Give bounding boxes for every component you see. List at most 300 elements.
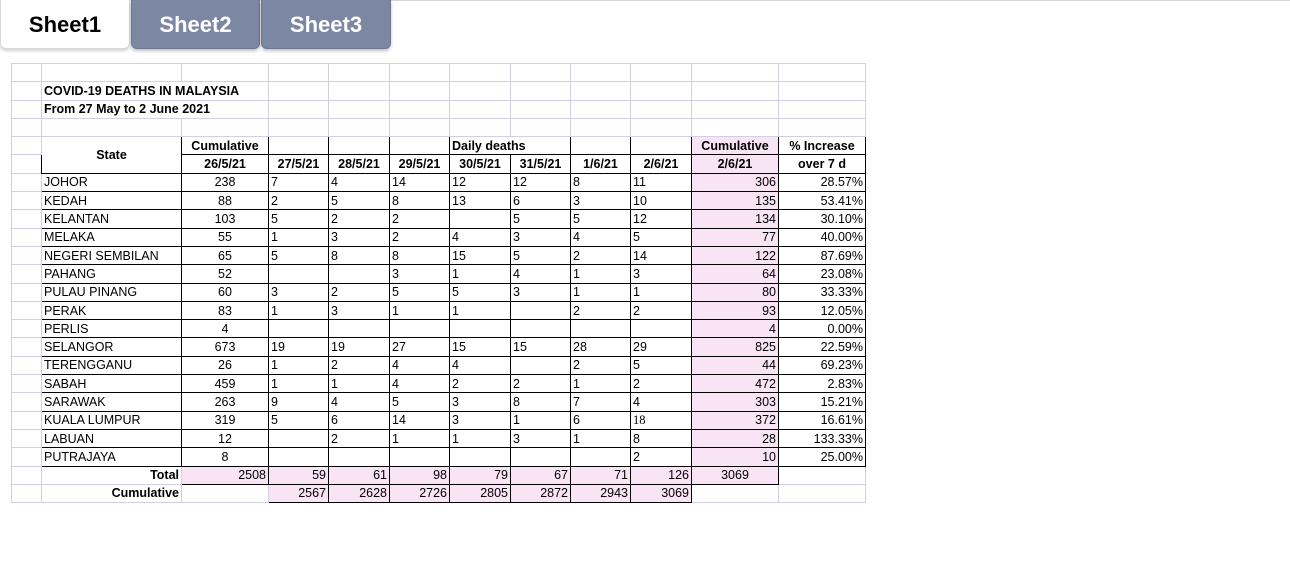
state-name[interactable]: PERLIS [42, 320, 182, 338]
daily-death[interactable]: 1 [571, 265, 631, 283]
daily-death[interactable]: 1 [571, 429, 631, 447]
cell[interactable] [390, 100, 450, 118]
cell[interactable] [329, 137, 390, 155]
cell[interactable] [12, 338, 42, 356]
cell[interactable] [511, 118, 571, 136]
cumulative-daily[interactable]: 2628 [329, 484, 390, 502]
header-pct-increase[interactable]: % Increase [779, 137, 866, 155]
daily-death[interactable]: 11 [631, 173, 692, 191]
cell[interactable] [631, 137, 692, 155]
cell[interactable] [329, 118, 390, 136]
table-row [12, 448, 866, 466]
cell[interactable] [631, 100, 692, 118]
daily-death[interactable]: 4 [329, 393, 390, 411]
daily-death[interactable]: 12 [450, 173, 511, 191]
header-over-7d[interactable]: over 7 d [779, 155, 866, 173]
daily-death[interactable]: 5 [390, 393, 450, 411]
cell[interactable] [779, 82, 866, 100]
daily-death[interactable]: 4 [631, 393, 692, 411]
daily-death[interactable]: 8 [390, 192, 450, 210]
daily-death[interactable] [571, 448, 631, 466]
daily-death[interactable]: 2 [511, 375, 571, 393]
daily-death[interactable]: 8 [571, 173, 631, 191]
cell[interactable] [12, 82, 42, 100]
cell[interactable] [571, 137, 631, 155]
cumulative-end[interactable]: 372 [692, 411, 779, 429]
daily-death[interactable]: 1 [390, 301, 450, 319]
cumulative-end[interactable]: 4 [692, 320, 779, 338]
daily-death[interactable]: 3 [511, 429, 571, 447]
daily-death[interactable]: 1 [269, 356, 329, 374]
cell[interactable] [42, 118, 182, 136]
daily-death[interactable]: 4 [390, 375, 450, 393]
cell[interactable] [12, 429, 42, 447]
daily-death[interactable]: 5 [329, 192, 390, 210]
total-label[interactable]: Total [42, 466, 182, 484]
cumulative-daily[interactable]: 2567 [269, 484, 329, 502]
total-start[interactable]: 2508 [182, 466, 269, 484]
state-name[interactable]: SABAH [42, 375, 182, 393]
cumulative-label[interactable]: Cumulative [42, 484, 182, 502]
daily-death[interactable]: 2 [571, 356, 631, 374]
daily-death[interactable]: 4 [390, 356, 450, 374]
daily-death[interactable]: 2 [269, 192, 329, 210]
cell[interactable] [12, 100, 42, 118]
daily-death[interactable]: 5 [571, 210, 631, 228]
cell[interactable] [12, 448, 42, 466]
daily-death[interactable]: 3 [390, 265, 450, 283]
cell[interactable] [631, 82, 692, 100]
cumulative-start[interactable]: 238 [182, 173, 269, 191]
daily-death[interactable]: 5 [511, 246, 571, 264]
table-row [12, 265, 866, 283]
total-daily[interactable]: 98 [390, 466, 450, 484]
header-date[interactable]: 27/5/21 [269, 155, 329, 173]
state-name[interactable]: KELANTAN [42, 210, 182, 228]
cell[interactable] [450, 118, 511, 136]
cell[interactable] [511, 82, 571, 100]
cell[interactable] [450, 100, 511, 118]
table-row [12, 283, 866, 301]
cell[interactable] [779, 484, 866, 502]
daily-death[interactable]: 8 [511, 393, 571, 411]
daily-death[interactable] [511, 301, 571, 319]
daily-death[interactable]: 5 [269, 246, 329, 264]
daily-death[interactable] [450, 320, 511, 338]
cell[interactable] [692, 82, 779, 100]
pct-increase[interactable]: 133.33% [779, 429, 866, 447]
daily-death[interactable]: 2 [329, 356, 390, 374]
cell[interactable] [390, 82, 450, 100]
daily-death[interactable]: 29 [631, 338, 692, 356]
state-name[interactable]: PERAK [42, 301, 182, 319]
header-date[interactable]: 2/6/21 [631, 155, 692, 173]
header-date[interactable]: 30/5/21 [450, 155, 511, 173]
cumulative-daily[interactable]: 3069 [631, 484, 692, 502]
grid-body [12, 64, 866, 503]
table-row [12, 429, 866, 447]
daily-death[interactable]: 5 [390, 283, 450, 301]
cell[interactable] [692, 100, 779, 118]
daily-death[interactable] [269, 320, 329, 338]
cumulative-end[interactable]: 10 [692, 448, 779, 466]
daily-death[interactable]: 15 [511, 338, 571, 356]
daily-death[interactable]: 2 [390, 228, 450, 246]
daily-death[interactable]: 1 [511, 411, 571, 429]
cumulative-start[interactable]: 459 [182, 375, 269, 393]
cell[interactable] [779, 100, 866, 118]
cell[interactable] [12, 356, 42, 374]
daily-death[interactable]: 2 [450, 375, 511, 393]
state-name[interactable]: JOHOR [42, 173, 182, 191]
cumulative-start[interactable]: 12 [182, 429, 269, 447]
daily-death[interactable]: 3 [571, 192, 631, 210]
state-name[interactable]: PUTRAJAYA [42, 448, 182, 466]
daily-death[interactable] [269, 265, 329, 283]
daily-death[interactable] [269, 448, 329, 466]
cumulative-start[interactable]: 55 [182, 228, 269, 246]
cell[interactable] [12, 411, 42, 429]
header-daily-deaths[interactable]: Daily deaths [450, 137, 571, 155]
daily-death[interactable]: 2 [631, 301, 692, 319]
cumulative-end[interactable]: 306 [692, 173, 779, 191]
sheet-subtitle[interactable]: From 27 May to 2 June 2021 [42, 100, 269, 118]
daily-death[interactable]: 4 [450, 228, 511, 246]
total-daily[interactable]: 59 [269, 466, 329, 484]
daily-death[interactable]: 5 [269, 411, 329, 429]
daily-death[interactable]: 10 [631, 192, 692, 210]
state-name[interactable]: SARAWAK [42, 393, 182, 411]
table-row [12, 338, 866, 356]
daily-death[interactable]: 28 [571, 338, 631, 356]
total-daily[interactable]: 71 [571, 466, 631, 484]
cell[interactable] [12, 246, 42, 264]
cumulative-end[interactable]: 122 [692, 246, 779, 264]
cumulative-end[interactable]: 80 [692, 283, 779, 301]
cell[interactable] [269, 137, 329, 155]
daily-death[interactable]: 14 [390, 411, 450, 429]
daily-death[interactable]: 6 [511, 192, 571, 210]
daily-death[interactable] [511, 356, 571, 374]
daily-death[interactable]: 2 [390, 210, 450, 228]
cell[interactable] [631, 64, 692, 82]
cumulative-start[interactable]: 52 [182, 265, 269, 283]
daily-death[interactable]: 19 [269, 338, 329, 356]
state-name[interactable]: LABUAN [42, 429, 182, 447]
cumulative-end[interactable]: 44 [692, 356, 779, 374]
daily-death[interactable]: 6 [571, 411, 631, 429]
daily-death[interactable]: 1 [329, 375, 390, 393]
sheet-title[interactable]: COVID-19 DEATHS IN MALAYSIA [42, 82, 269, 100]
pct-increase[interactable]: 0.00% [779, 320, 866, 338]
tab-sheet2[interactable]: Sheet2 [131, 0, 260, 49]
daily-death[interactable]: 3 [450, 411, 511, 429]
cell[interactable] [511, 100, 571, 118]
cumulative-end[interactable]: 472 [692, 375, 779, 393]
spreadsheet-grid [11, 63, 866, 503]
cell[interactable] [12, 137, 42, 155]
cell[interactable] [779, 64, 866, 82]
total-daily[interactable]: 61 [329, 466, 390, 484]
cell[interactable] [12, 466, 42, 484]
cell[interactable] [12, 64, 42, 82]
daily-death[interactable]: 3 [631, 265, 692, 283]
pct-increase[interactable]: 53.41% [779, 192, 866, 210]
daily-death[interactable] [269, 429, 329, 447]
daily-death[interactable]: 1 [450, 265, 511, 283]
daily-death[interactable] [631, 320, 692, 338]
daily-death[interactable]: 4 [450, 356, 511, 374]
state-name[interactable]: KUALA LUMPUR [42, 411, 182, 429]
cell[interactable] [12, 228, 42, 246]
cell[interactable] [779, 466, 866, 484]
cumulative-daily[interactable]: 2872 [511, 484, 571, 502]
daily-death[interactable]: 13 [450, 192, 511, 210]
daily-death[interactable]: 2 [329, 283, 390, 301]
cell[interactable] [12, 192, 42, 210]
cumulative-start[interactable]: 8 [182, 448, 269, 466]
cell[interactable] [12, 484, 42, 502]
daily-death[interactable]: 5 [631, 228, 692, 246]
header-cumulative-start[interactable]: Cumulative [182, 137, 269, 155]
cell[interactable] [182, 484, 269, 502]
daily-death[interactable]: 5 [450, 283, 511, 301]
total-daily[interactable]: 67 [511, 466, 571, 484]
cell[interactable] [571, 64, 631, 82]
cell[interactable] [511, 64, 571, 82]
daily-death[interactable] [329, 448, 390, 466]
table-row [12, 246, 866, 264]
cumulative-end[interactable]: 134 [692, 210, 779, 228]
cell[interactable] [12, 301, 42, 319]
cumulative-end[interactable]: 825 [692, 338, 779, 356]
cumulative-start[interactable]: 319 [182, 411, 269, 429]
cumulative-daily[interactable]: 2805 [450, 484, 511, 502]
header-date[interactable]: 28/5/21 [329, 155, 390, 173]
pct-increase[interactable]: 16.61% [779, 411, 866, 429]
cumulative-start[interactable]: 60 [182, 283, 269, 301]
daily-death[interactable] [329, 320, 390, 338]
cell[interactable] [692, 64, 779, 82]
cell[interactable] [390, 137, 450, 155]
cell[interactable] [692, 484, 779, 502]
cell[interactable] [450, 82, 511, 100]
daily-death[interactable]: 4 [511, 265, 571, 283]
pct-increase[interactable]: 30.10% [779, 210, 866, 228]
daily-death[interactable] [329, 265, 390, 283]
cell[interactable] [390, 64, 450, 82]
cell[interactable] [779, 118, 866, 136]
daily-death[interactable]: 6 [329, 411, 390, 429]
tab-sheet1[interactable]: Sheet1 [0, 0, 130, 49]
cell[interactable] [12, 320, 42, 338]
daily-death[interactable]: 2 [571, 301, 631, 319]
daily-death[interactable]: 3 [269, 283, 329, 301]
daily-death[interactable] [571, 320, 631, 338]
cell[interactable] [12, 393, 42, 411]
cell[interactable] [269, 100, 329, 118]
daily-death[interactable]: 4 [571, 228, 631, 246]
cell[interactable] [631, 118, 692, 136]
total-daily[interactable]: 126 [631, 466, 692, 484]
blank-row [12, 64, 866, 82]
daily-death[interactable]: 1 [571, 375, 631, 393]
cumulative-end[interactable]: 77 [692, 228, 779, 246]
cumulative-daily[interactable]: 2943 [571, 484, 631, 502]
cumulative-start[interactable]: 88 [182, 192, 269, 210]
daily-death[interactable]: 12 [631, 210, 692, 228]
daily-death[interactable]: 5 [511, 210, 571, 228]
cumulative-end[interactable]: 93 [692, 301, 779, 319]
cell[interactable] [12, 118, 42, 136]
cumulative-start[interactable]: 673 [182, 338, 269, 356]
daily-death[interactable]: 1 [269, 228, 329, 246]
total-daily[interactable]: 79 [450, 466, 511, 484]
daily-death[interactable] [511, 448, 571, 466]
daily-death[interactable]: 2 [329, 429, 390, 447]
cumulative-end[interactable]: 135 [692, 192, 779, 210]
daily-death[interactable]: 19 [329, 338, 390, 356]
daily-death[interactable]: 2 [631, 448, 692, 466]
header-date-start[interactable]: 26/5/21 [182, 155, 269, 173]
cell[interactable] [12, 155, 42, 173]
daily-death[interactable]: 7 [571, 393, 631, 411]
cumulative-start[interactable]: 83 [182, 301, 269, 319]
cell[interactable] [571, 118, 631, 136]
daily-death[interactable]: 8 [631, 429, 692, 447]
pct-increase[interactable]: 28.57% [779, 173, 866, 191]
cell[interactable] [329, 100, 390, 118]
daily-death[interactable]: 3 [511, 283, 571, 301]
daily-death[interactable]: 1 [269, 375, 329, 393]
cumulative-start[interactable]: 26 [182, 356, 269, 374]
daily-death[interactable]: 3 [329, 301, 390, 319]
header-date[interactable]: 31/5/21 [511, 155, 571, 173]
daily-death[interactable] [390, 448, 450, 466]
daily-death[interactable]: 5 [631, 356, 692, 374]
daily-death[interactable]: 3 [511, 228, 571, 246]
daily-death[interactable]: 1 [450, 301, 511, 319]
daily-death[interactable]: 1 [571, 283, 631, 301]
table-row [12, 192, 866, 210]
pct-increase[interactable]: 15.21% [779, 393, 866, 411]
pct-increase[interactable]: 69.23% [779, 356, 866, 374]
cell[interactable] [450, 64, 511, 82]
cumulative-start[interactable]: 103 [182, 210, 269, 228]
daily-death[interactable]: 1 [390, 429, 450, 447]
daily-death[interactable] [511, 320, 571, 338]
cell[interactable] [571, 100, 631, 118]
pct-increase[interactable]: 2.83% [779, 375, 866, 393]
cell[interactable] [12, 265, 42, 283]
cumulative-start[interactable]: 263 [182, 393, 269, 411]
tab-sheet3[interactable]: Sheet3 [261, 0, 391, 49]
cell[interactable] [269, 118, 329, 136]
cell[interactable] [12, 210, 42, 228]
cumulative-start[interactable]: 4 [182, 320, 269, 338]
daily-death[interactable]: 27 [390, 338, 450, 356]
pct-increase[interactable]: 22.59% [779, 338, 866, 356]
daily-death[interactable]: 3 [329, 228, 390, 246]
daily-death[interactable]: 18 [631, 411, 692, 429]
cell[interactable] [269, 64, 329, 82]
header-date[interactable]: 1/6/21 [571, 155, 631, 173]
cumulative-end[interactable]: 28 [692, 429, 779, 447]
header-state[interactable]: State [42, 137, 182, 174]
daily-death[interactable]: 2 [631, 375, 692, 393]
header-date-end[interactable]: 2/6/21 [692, 155, 779, 173]
cumulative-daily[interactable]: 2726 [390, 484, 450, 502]
cell[interactable] [42, 64, 182, 82]
daily-death[interactable]: 4 [329, 173, 390, 191]
pct-increase[interactable]: 87.69% [779, 246, 866, 264]
daily-death[interactable]: 8 [329, 246, 390, 264]
cell[interactable] [390, 118, 450, 136]
cell[interactable] [571, 82, 631, 100]
pct-increase[interactable]: 25.00% [779, 448, 866, 466]
daily-death[interactable] [450, 448, 511, 466]
table-row [12, 320, 866, 338]
daily-death[interactable]: 9 [269, 393, 329, 411]
cell[interactable] [182, 118, 269, 136]
pct-increase[interactable]: 33.33% [779, 283, 866, 301]
header-cumulative-end[interactable]: Cumulative [692, 137, 779, 155]
daily-death[interactable]: 15 [450, 246, 511, 264]
state-name[interactable]: PAHANG [42, 265, 182, 283]
daily-death[interactable]: 1 [269, 301, 329, 319]
cumulative-end[interactable]: 64 [692, 265, 779, 283]
state-name[interactable]: SELANGOR [42, 338, 182, 356]
cell[interactable] [12, 173, 42, 191]
daily-death[interactable]: 1 [450, 429, 511, 447]
pct-increase[interactable]: 23.08% [779, 265, 866, 283]
cell[interactable] [182, 64, 269, 82]
cumulative-start[interactable]: 65 [182, 246, 269, 264]
state-name[interactable]: TERENGGANU [42, 356, 182, 374]
cell[interactable] [12, 375, 42, 393]
pct-increase[interactable]: 12.05% [779, 301, 866, 319]
state-name[interactable]: MELAKA [42, 228, 182, 246]
daily-death[interactable]: 1 [631, 283, 692, 301]
daily-death[interactable]: 2 [571, 246, 631, 264]
daily-death[interactable] [450, 210, 511, 228]
daily-death[interactable]: 12 [511, 173, 571, 191]
cumulative-end[interactable]: 303 [692, 393, 779, 411]
daily-death[interactable]: 2 [329, 210, 390, 228]
daily-death[interactable]: 7 [269, 173, 329, 191]
cell[interactable] [329, 82, 390, 100]
total-end[interactable]: 3069 [692, 466, 779, 484]
pct-increase[interactable]: 40.00% [779, 228, 866, 246]
daily-death[interactable]: 15 [450, 338, 511, 356]
state-name[interactable]: NEGERI SEMBILAN [42, 246, 182, 264]
state-name[interactable]: KEDAH [42, 192, 182, 210]
title-row [12, 82, 866, 100]
daily-death[interactable]: 3 [450, 393, 511, 411]
daily-death[interactable]: 14 [390, 173, 450, 191]
cell[interactable] [692, 118, 779, 136]
daily-death[interactable] [390, 320, 450, 338]
cell[interactable] [269, 82, 329, 100]
daily-death[interactable]: 14 [631, 246, 692, 264]
state-name[interactable]: PULAU PINANG [42, 283, 182, 301]
daily-death[interactable]: 8 [390, 246, 450, 264]
daily-death[interactable]: 5 [269, 210, 329, 228]
cell[interactable] [12, 283, 42, 301]
header-row-1 [12, 137, 866, 155]
cell[interactable] [329, 64, 390, 82]
header-date[interactable]: 29/5/21 [390, 155, 450, 173]
